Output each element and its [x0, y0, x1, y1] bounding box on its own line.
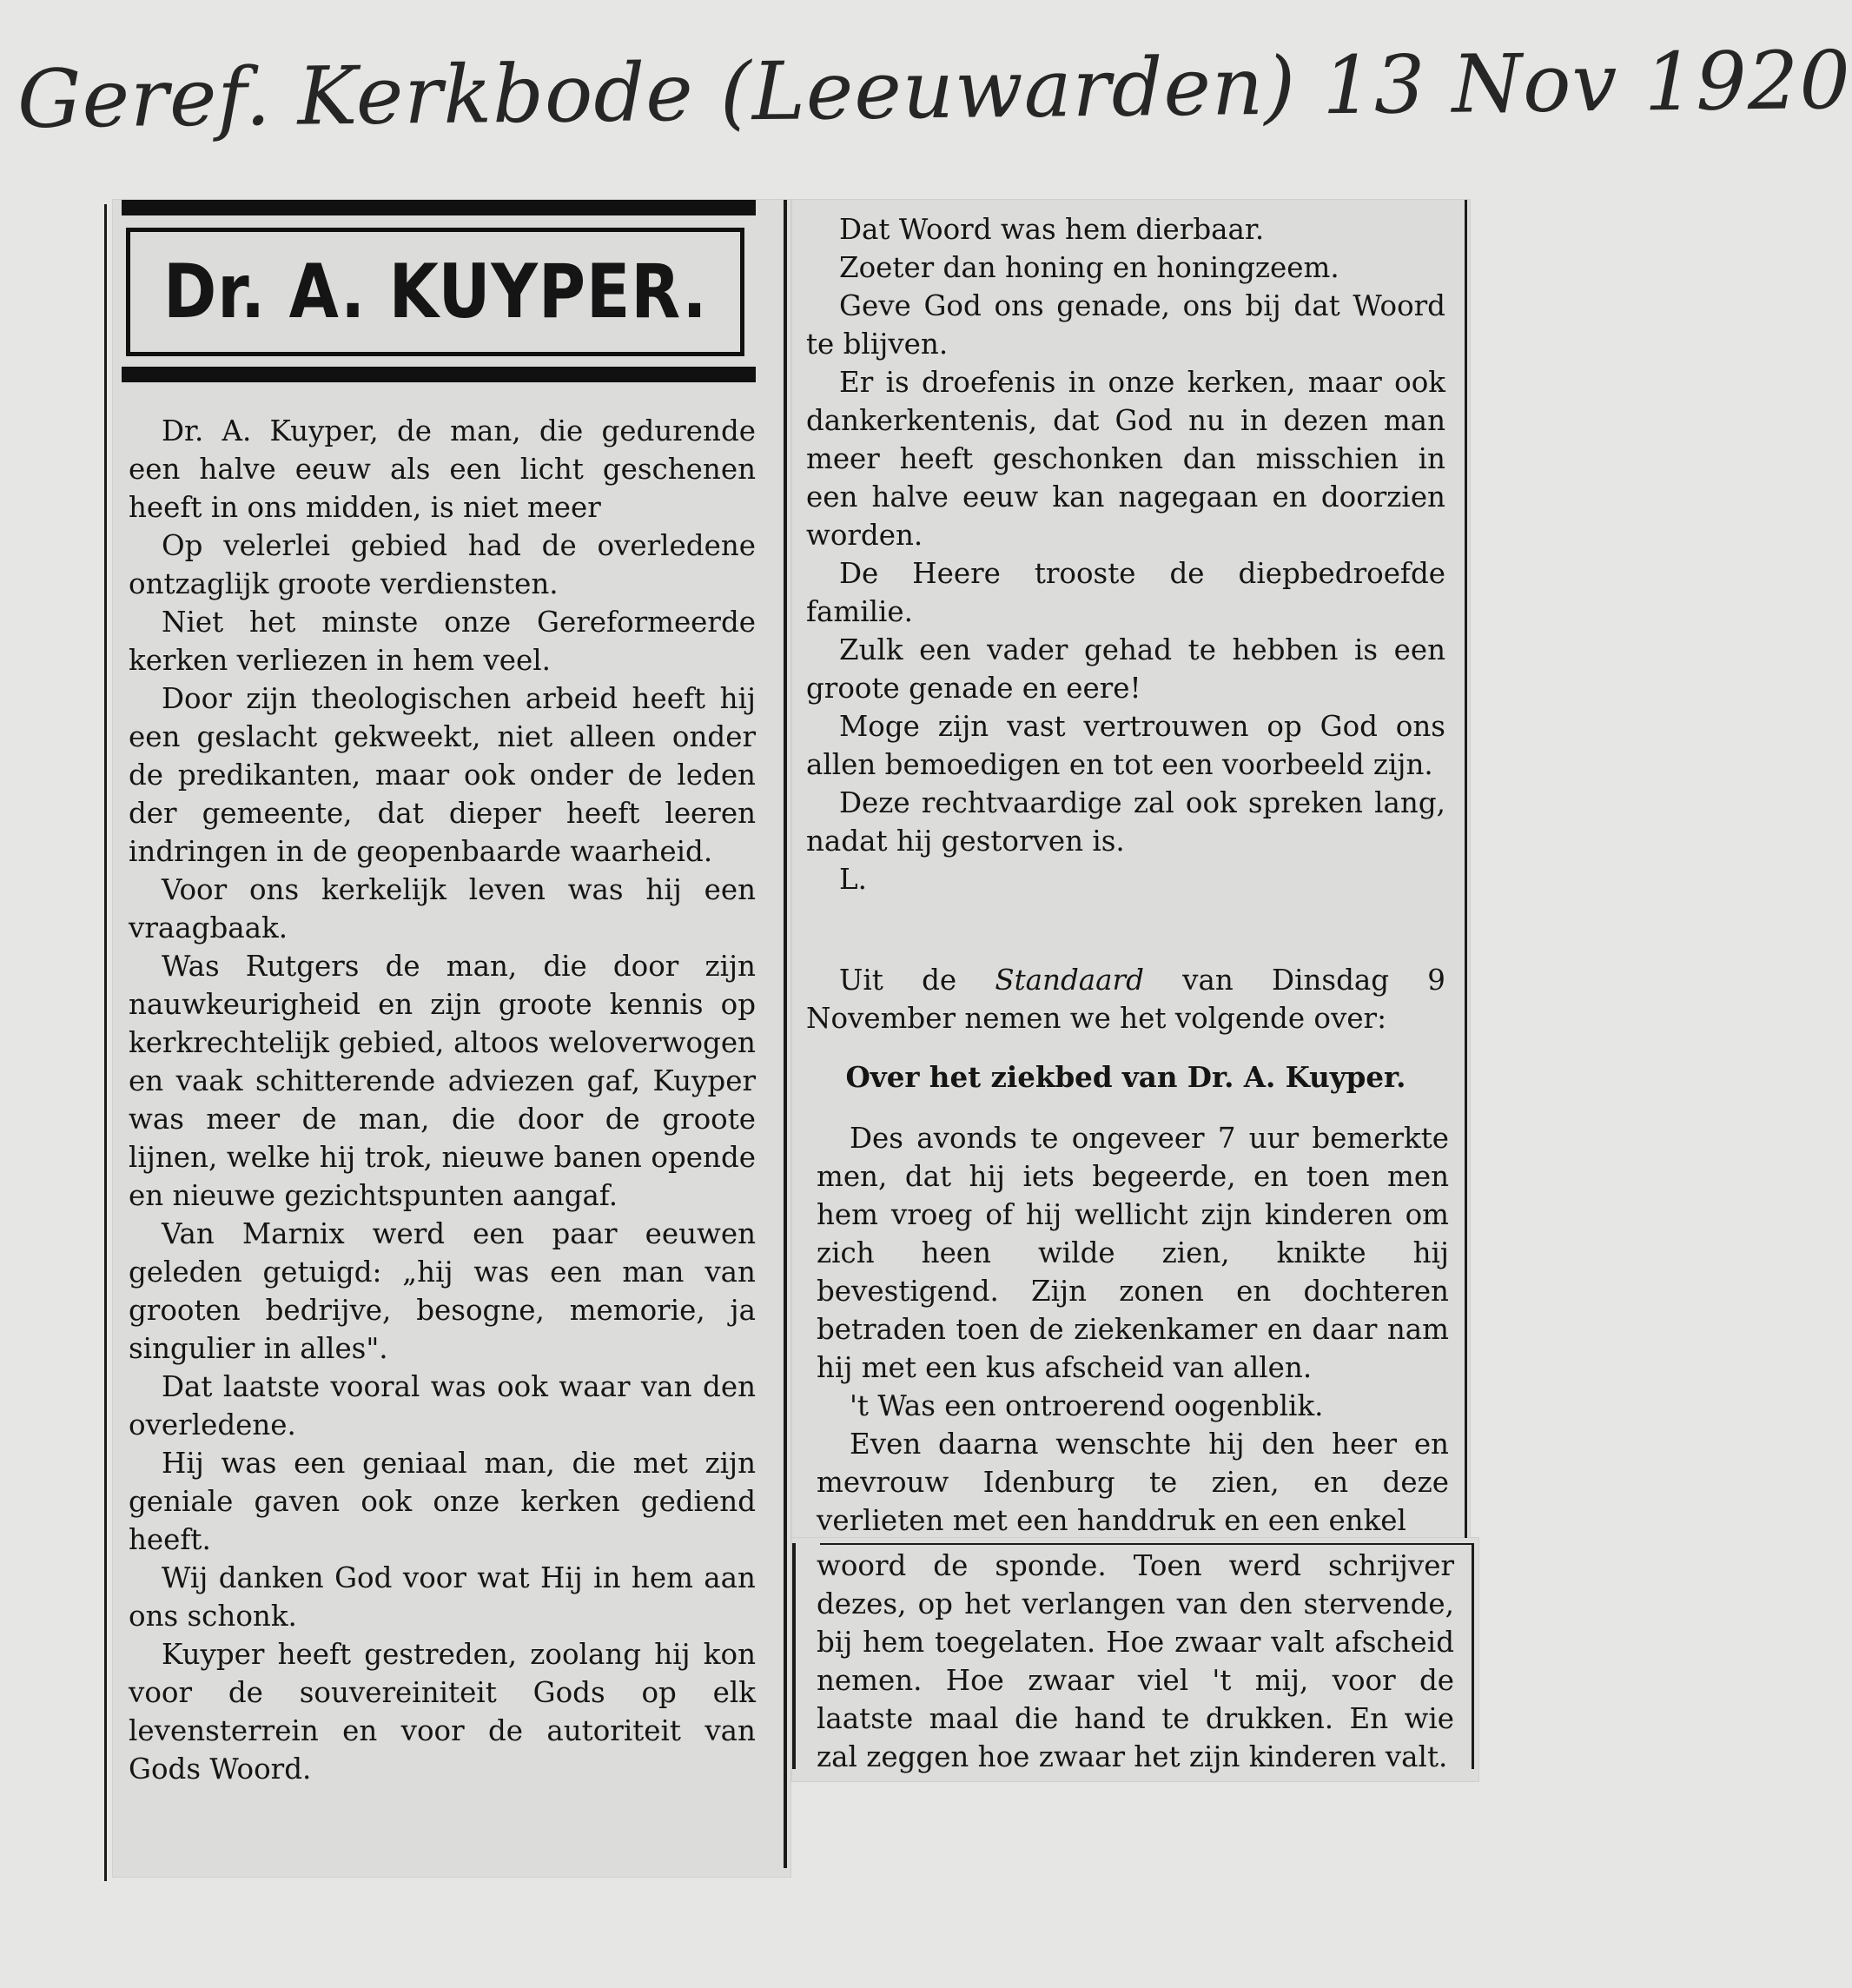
excerpt-continuation [817, 1547, 1454, 1776]
excerpt-intro-text [806, 961, 1445, 1037]
paragraph: Er is droefenis in onze kerken, maar ook dankerkentenis, dat God nu in dezen man meer heeft geschonken dan misschien in een halve eeuw kan nagegaan en doorzien worden. [806, 366, 1445, 552]
paragraph: Hij was een geniaal man, die met zijn geniale gaven ook onze kerken gediend heeft. [129, 1447, 756, 1556]
paragraph: Zoeter dan honing en honingzeem. [839, 251, 1339, 284]
paragraph: Op velerlei gebied had de overledene ontzaglijk groote verdiensten. [129, 529, 756, 600]
excerpt-intro [806, 961, 1445, 1037]
column-rule-lower-right [1472, 1543, 1474, 1769]
intro-before: Uit de [839, 964, 957, 997]
paragraph: woord de sponde. Toen werd schrijver dezes, op het verlangen van den stervende, bij hem toegelaten. Hoe zwaar valt afscheid nemen. Hoe zwaar viel 't mij, voor de laatste maal die hand te drukken. En wie zal zeggen hoe zwaar het zijn kinderen valt. [817, 1549, 1454, 1773]
paragraph: Dr. A. Kuyper, de man, die gedurende een halve eeuw als een licht geschenen heeft in ons midden, is niet meer [129, 414, 756, 524]
paragraph: Moge zijn vast vertrouwen op God ons allen bemoedigen en tot een voorbeeld zijn. [806, 710, 1445, 781]
paragraph: Even daarna wenschte hij den heer en mevrouw Idenburg te zien, en deze verlieten met een handdruk en een enkel [817, 1428, 1449, 1537]
column-rule-right [1465, 200, 1467, 1538]
paragraph: Was Rutgers de man, die door zijn nauwkeurigheid en zijn groote kennis op kerkrechtelijk gebied, altoos weloverwogen en vaak schitterende adviezen gaf, Kuyper was meer de man, die door de groote lijnen, welke hij trok, nieuwe banen opende en nieuwe gezichtspunten aangaf. [129, 950, 756, 1212]
paragraph: Geve God ons genade, ons bij dat Woord te blijven. [806, 289, 1445, 361]
paragraph: De Heere trooste de diepbedroefde familie. [806, 557, 1445, 628]
column-rule-left [104, 204, 107, 1881]
paragraph: Door zijn theologischen arbeid heeft hij een geslacht gekweekt, niet alleen onder de predikanten, maar ook onder de leden der gemeente, dat dieper heeft leeren indringen in de geopenbaarde waarheid. [129, 682, 756, 868]
right-column-text [806, 210, 1445, 898]
title-box [126, 228, 744, 356]
paragraph: Zulk een vader gehad te hebben is een groote genade en eere! [806, 633, 1445, 705]
paragraph: Dat Woord was hem dierbaar. [839, 213, 1265, 246]
article-title: Dr. A. KUYPER. [162, 248, 708, 335]
column-rule-lower-left [792, 1543, 796, 1769]
newspaper-name: Standaard [995, 964, 1144, 997]
paragraph: Van Marnix werd een paar eeuwen geleden getuigd: „hij was een man van grooten bedrijve, besogne, memorie, ja singulier in alles". [129, 1217, 756, 1365]
paragraph: Des avonds te ongeveer 7 uur bemerkte men, dat hij iets begeerde, en toen men hem vroeg of hij wellicht zijn kinderen om zich heen wilde zien, knikte hij bevestigend. Zijn zonen en dochteren betraden toen de ziekenkamer en daar nam hij met een kus afscheid van allen. [817, 1122, 1449, 1384]
paragraph: Dat laatste vooral was ook waar van den overledene. [129, 1370, 756, 1441]
clipping-top-rule [820, 1543, 1473, 1545]
column-rule-middle [784, 200, 787, 1868]
intro-after: van Dinsdag 9 November nemen we het volgende over: [806, 964, 1445, 1035]
paragraph: Kuyper heeft gestreden, zoolang hij kon voor de souvereiniteit Gods op elk levensterrein en voor de autoriteit van Gods Woord. [129, 1638, 756, 1786]
handwritten-source-note: Geref. Kerkbode (Leeuwarden) 13 Nov 1920 [17, 33, 1852, 146]
left-column-text [129, 412, 756, 1788]
paragraph: Voor ons kerkelijk leven was hij een vraagbaak. [129, 873, 756, 944]
paragraph: Niet het minste onze Gereformeerde kerken verliezen in hem veel. [129, 606, 756, 677]
paragraph: Deze rechtvaardige zal ook spreken lang, nadat hij gestorven is. [806, 786, 1445, 858]
paragraph: 't Was een ontroerend oogenblik. [850, 1389, 1324, 1422]
excerpt-body [817, 1119, 1449, 1540]
excerpt-subheading: Over het ziekbed van Dr. A. Kuyper. [845, 1060, 1406, 1094]
paragraph: Wij danken God voor wat Hij in hem aan ons schonk. [129, 1561, 756, 1633]
author-signature: L. [839, 863, 867, 896]
